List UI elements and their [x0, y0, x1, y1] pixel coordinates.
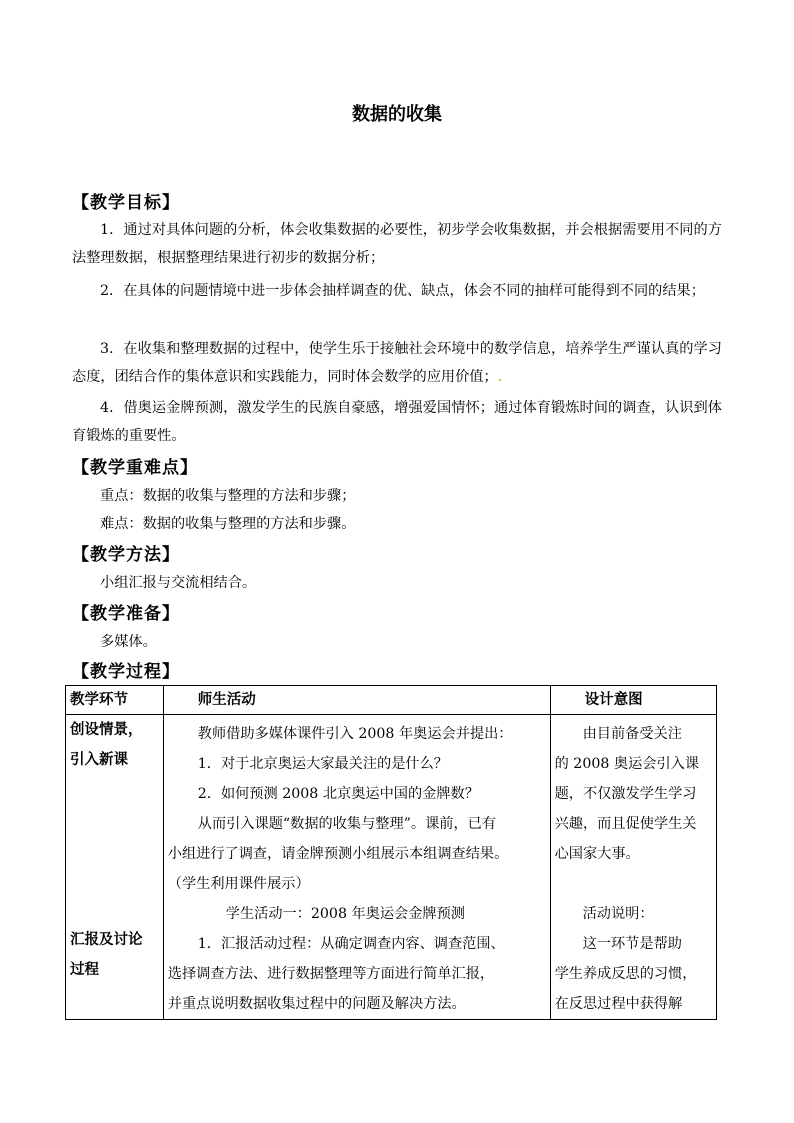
page-title: 数据的收集 [352, 104, 442, 125]
activity-line: 学生活动一：2008 年奥运会金牌预测 [225, 906, 465, 922]
stage-line: 汇报及讨论 [70, 932, 143, 948]
activity-line: 1．汇报活动过程：从确定调查内容、调查范围、 [197, 936, 505, 952]
intent-line: 这一环节是帮助 [582, 936, 682, 952]
section-heading-prep: 【教学准备】 [72, 604, 180, 624]
activity-line: 2．如何预测 2008 北京奥运中国的金牌数？ [197, 786, 479, 802]
intent-line: 由目前备受关注 [582, 726, 682, 742]
activities-cell [163, 715, 550, 1020]
activity-line: 小组进行了调查，请金牌预测小组展示本组调查结果。 [167, 846, 509, 862]
key-point: 重点：数据的收集与整理的方法和步骤； [100, 488, 356, 504]
intent-line: 兴趣，而且促使学生关 [554, 816, 697, 832]
stage-line: 创设情景， [70, 722, 143, 738]
intent-line: 学生养成反思的习惯， [554, 966, 697, 982]
header-intent: 设计意图 [550, 686, 716, 715]
header-stage: 教学环节 [66, 686, 164, 715]
activity-line: 1．对于北京奥运大家最关注的是什么？ [197, 756, 448, 772]
intent-line: 的 2008 奥运会引入课 [554, 756, 700, 772]
stage-line: 过程 [70, 962, 99, 978]
table-row [66, 715, 717, 1020]
intent-line: 在反思过程中获得解 [554, 996, 683, 1012]
header-activities: 师生活动 [163, 686, 550, 715]
stage-cell [66, 715, 164, 1020]
section-heading-goals: 【教学目标】 [72, 193, 180, 213]
process-table [65, 685, 717, 1020]
stage-line: 引入新课 [70, 752, 128, 768]
goal-item-4: 4．借奥运金牌预测，激发学生的民族自豪感，增强爱国情怀；通过体育锻炼时间的调查，认识到体育锻炼的重要性。 [72, 400, 722, 444]
activity-line: 并重点说明数据收集过程中的问题及解决方法。 [167, 996, 466, 1012]
activity-line: 选择调查方法、进行数据整理等方面进行简单汇报， [167, 966, 495, 982]
goal-item-2: 2．在具体的问题情境中进一步体会抽样调查的优、缺点，体会不同的抽样可能得到不同的结果； [100, 283, 705, 299]
table-header-row [66, 686, 717, 715]
activity-line: （学生利用课件展示） [167, 876, 310, 892]
activity-line: 从而引入课题“数据的收集与整理”。课前，已有 [197, 816, 497, 832]
section-heading-process: 【教学过程】 [72, 662, 180, 682]
difficult-point: 难点：数据的收集与整理的方法和步骤。 [100, 516, 356, 532]
goal-item-1: 1．通过对具体问题的分析，体会收集数据的必要性，初步学会收集数据，并会根据需要用不同的方法整理数据，根据整理结果进行初步的数据分析； [72, 222, 722, 266]
intent-line: 活动说明： [582, 906, 654, 922]
method-text: 小组汇报与交流相结合。 [100, 575, 257, 591]
goal-item-3 [72, 335, 722, 391]
section-heading-method: 【教学方法】 [72, 545, 180, 565]
prep-text: 多媒体。 [100, 634, 157, 650]
intent-line: 心国家大事。 [554, 846, 640, 862]
goal-item-3-text: 3．在收集和整理数据的过程中，使学生乐于接触社会环境中的数学信息，培养学生严谨认真的学习态度，团结合作的集体意识和实践能力，同时体会数学的应用价值； [72, 341, 722, 385]
activity-line: 教师借助多媒体课件引入 2008 年奥运会并提出： [197, 726, 513, 742]
goal-item-3-mark: . [497, 369, 503, 385]
intent-line: 题，不仅激发学生学习 [554, 786, 697, 802]
section-heading-keypoints: 【教学重难点】 [72, 458, 198, 478]
intent-cell [550, 715, 716, 1020]
